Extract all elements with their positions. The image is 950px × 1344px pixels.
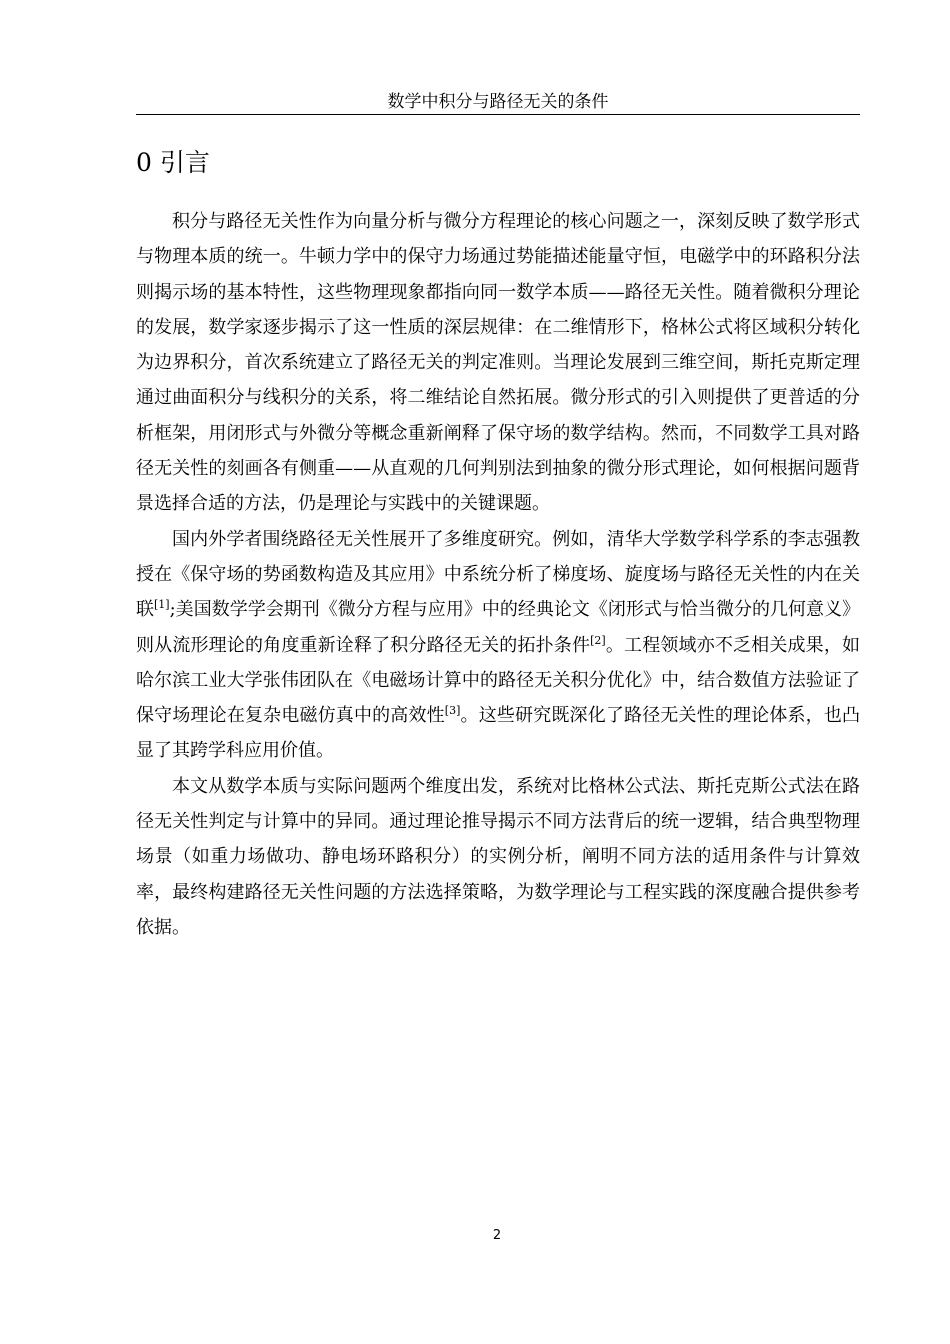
paragraph-intro-background: 积分与路径无关性作为向量分析与微分方程理论的核心问题之一，深刻反映了数学形式与物理本质的统一。牛顿力学中的保守力场通过势能描述能量守恒，电磁学中的环路积分法则揭示场的基本特性，这些物理现象都指向同一数学本质——路径无关性。随着微积分理论的发展，数学家逐步揭示了这一性质的深层规律：在二维情形下，格林公式将区域积分转化为边界积分，首次系统建立了路径无关的判定准则。当理论发展到三维空间，斯托克斯定理通过曲面积分与线积分的关系，将二维结论自然拓展。微分形式的引入则提供了更普适的分析框架，用闭形式与外微分等概念重新阐释了保守场的数学结构。然而，不同数学工具对路径无关性的刻画各有侧重——从直观的几何判别法到抽象的微分形式理论，如何根据问题背景选择合适的方法，仍是理论与实践中的关键课题。: [136, 211, 860, 515]
section-heading: [136, 146, 210, 180]
section-number: 0: [136, 148, 152, 177]
paragraph-paper-outline: 本文从数学本质与实际问题两个维度出发，系统对比格林公式法、斯托克斯公式法在路径无关性判定与计算中的异同。通过理论推导揭示不同方法背后的统一逻辑，结合典型物理场景（如重力场做功、静电场环路积分）的实例分析，阐明不同方法的适用条件与计算效率，最终构建路径无关性问题的方法选择策略，为数学理论与工程实践的深度融合提供参考依据。: [136, 775, 860, 938]
paragraph-text-segment: 国内外学者围绕路径无关性展开了多维度研究。例如，清华大学数学科学系的李志强教授在《保守场的势函数构造及其应用》中系统分析了梯度场、旋度场与路径无关性的内在关联: [136, 528, 860, 621]
paragraph-text-segment: 。工程领域亦不乏相关成果，如哈尔滨工业大学张伟团队在《电磁场计算中的路径无关积分优化》中，结合数值方法验证了保守场理论在复杂电磁仿真中的高效性: [136, 634, 861, 727]
running-header-title: 数学中积分与路径无关的条件: [387, 92, 609, 112]
citation-3: [3]: [444, 704, 461, 718]
body-text: [136, 204, 860, 945]
section-title: 引言: [159, 148, 210, 177]
paragraph-text-segment: 。这些研究既深化了路径无关性的理论体系，也凸显了其跨学科应用价值。: [136, 705, 861, 762]
citation-1: [1]: [154, 598, 170, 612]
running-header: [136, 90, 860, 115]
citation-2: [2]: [590, 633, 606, 647]
paragraph-text-segment: ;美国数学学会期刊《微分方程与应用》中的经典论文《闭形式与恰当微分的几何意义》则从流形理论的角度重新诠释了积分路径无关的拓扑条件: [136, 599, 861, 656]
page-number: 2: [492, 1228, 502, 1243]
paragraph-literature-review: [136, 522, 860, 769]
